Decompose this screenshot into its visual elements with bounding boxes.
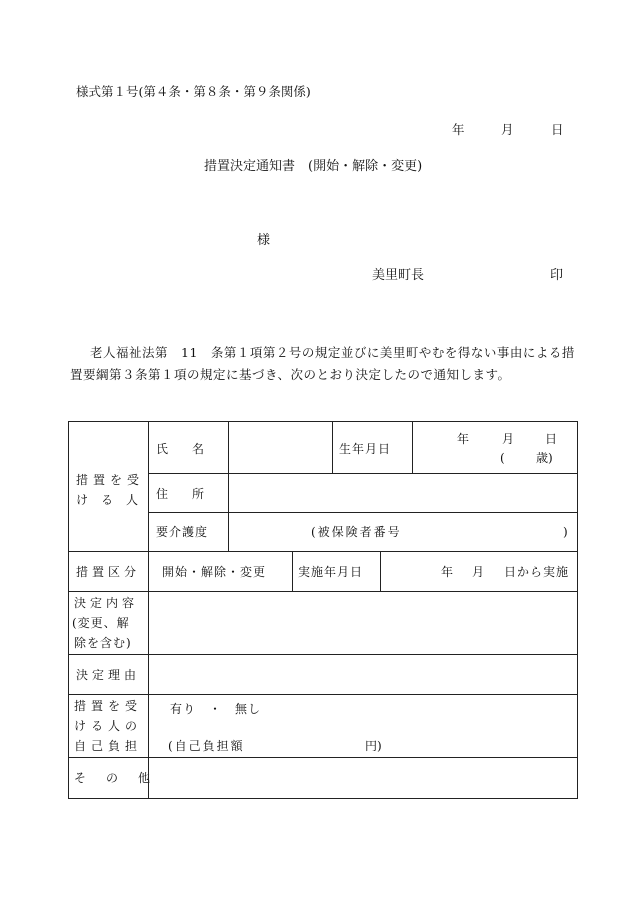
sender-name: 美里町長 <box>372 268 425 283</box>
name-value-cell[interactable] <box>228 421 333 474</box>
date-day-label: 日 <box>551 122 564 137</box>
seal-mark: 印 <box>550 268 564 283</box>
person-label-line2: ける人 <box>76 493 152 507</box>
insured-number-close: ) <box>563 525 568 539</box>
other-value-cell[interactable] <box>148 757 578 799</box>
name-label: 氏 名 <box>156 442 205 456</box>
date-month-label: 月 <box>501 122 514 137</box>
other-label: そ の 他 <box>74 771 155 785</box>
self-burden-label-line1: 措置を受 <box>74 699 143 713</box>
birthdate-label: 生年月日 <box>339 442 392 456</box>
measure-category-options[interactable]: 開始・解除・変更 <box>162 565 267 579</box>
body-paragraph: 老人福祉法第 11 条第１項第２号の規定並びに美里町やむを得ない事由による措置要綱第３条第１項の規定に基づき、次のとおり決定したので通知します。 <box>70 345 575 382</box>
impl-day-suffix: 日から実施 <box>504 565 570 579</box>
recipient-suffix: 様 <box>257 233 271 248</box>
impl-year-label: 年 <box>441 565 454 579</box>
person-label-line1: 措置を受 <box>76 473 145 487</box>
decision-content-label-line3: 除を含む) <box>74 636 132 650</box>
address-label: 住 所 <box>156 487 205 501</box>
insured-number-label: (被保険者番号 <box>311 525 402 539</box>
birthdate-value-cell[interactable] <box>412 421 578 474</box>
self-burden-amount-label: (自己負担額 <box>168 739 245 753</box>
address-value-cell[interactable] <box>228 473 578 513</box>
decision-content-value-cell[interactable] <box>148 591 578 655</box>
age-open-paren: ( <box>500 451 505 465</box>
impl-month-label: 月 <box>472 565 485 579</box>
form-number: 様式第１号(第４条・第８条・第９条関係) <box>76 84 311 99</box>
document-title: 措置決定通知書 (開始・解除・変更) <box>204 159 423 174</box>
decision-content-label-line1: 決定内容 <box>74 596 139 610</box>
decision-reason-value-cell[interactable] <box>148 654 578 695</box>
date-year-label: 年 <box>452 122 465 137</box>
measure-category-label: 措置区分 <box>76 565 141 579</box>
care-level-value-cell[interactable] <box>228 512 578 552</box>
impl-date-label: 実施年月日 <box>298 565 364 579</box>
self-burden-options[interactable]: 有り ・ 無し <box>170 702 262 716</box>
self-burden-label-line2: ける人の <box>74 719 143 733</box>
self-burden-amount-unit: 円) <box>365 739 382 753</box>
decision-content-label-line2: (変更、解 <box>72 616 130 630</box>
self-burden-label-line3: 自己負担 <box>74 739 143 753</box>
birth-day-label: 日 <box>545 432 558 446</box>
care-level-label: 要介護度 <box>156 525 209 539</box>
decision-reason-label: 決定理由 <box>76 668 141 682</box>
birth-month-label: 月 <box>502 432 515 446</box>
birth-year-label: 年 <box>457 432 470 446</box>
age-unit-label: 歳) <box>536 451 553 465</box>
